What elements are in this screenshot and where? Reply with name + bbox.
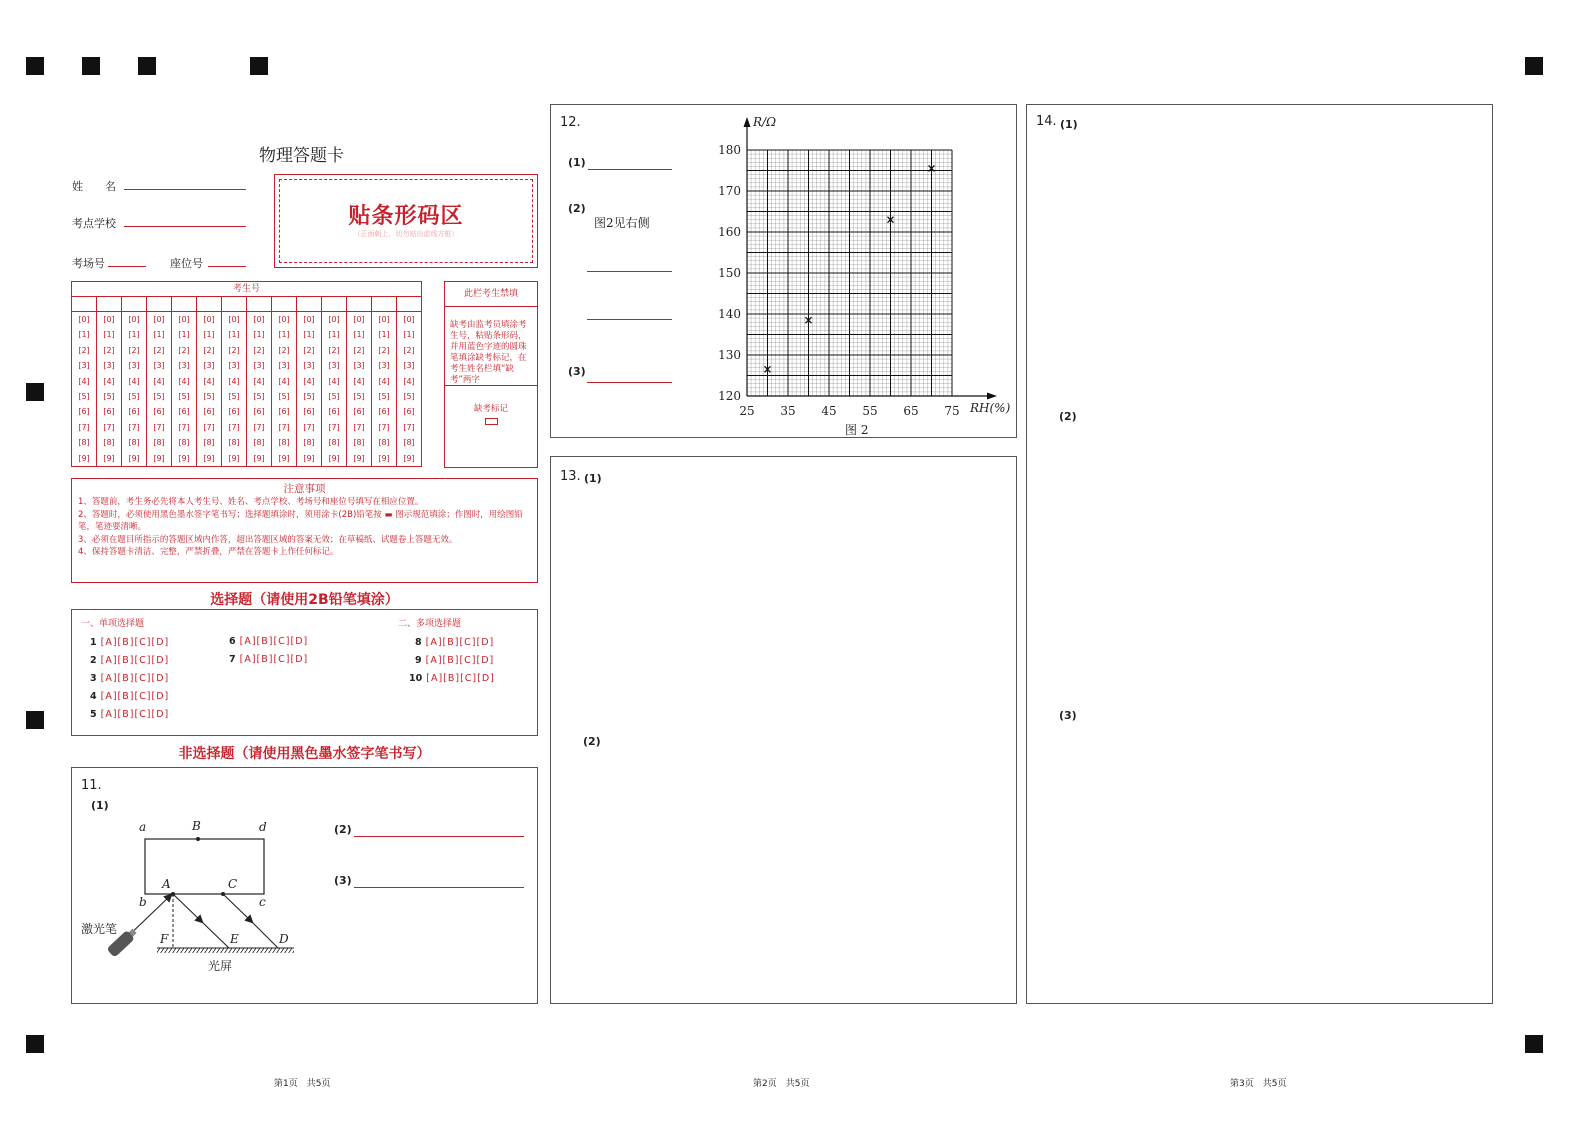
digit-bubble[interactable]: [5]: [303, 391, 315, 401]
student-number-digit-box[interactable]: [322, 297, 347, 311]
y-tick-label: 120: [718, 389, 741, 403]
registration-mark: [82, 57, 100, 75]
student-number-digit-box[interactable]: [197, 297, 222, 311]
digit-bubble[interactable]: [9]: [403, 453, 415, 463]
q12-note: 图2见右侧: [594, 216, 650, 230]
choice-question-row[interactable]: [229, 636, 308, 647]
digit-bubble[interactable]: [0]: [253, 315, 265, 324]
digit-bubble[interactable]: [7]: [128, 422, 140, 432]
digit-bubble[interactable]: [9]: [103, 453, 115, 463]
choice-question-row[interactable]: [90, 709, 169, 720]
digit-bubble[interactable]: [7]: [78, 422, 90, 432]
student-number-digit-box[interactable]: [172, 297, 197, 311]
proctor-box: [444, 281, 538, 468]
digit-bubble[interactable]: [7]: [403, 422, 415, 432]
digit-bubble[interactable]: [5]: [228, 391, 240, 401]
choice-question-row[interactable]: [90, 673, 169, 684]
digit-bubble[interactable]: [6]: [203, 407, 215, 417]
digit-bubble[interactable]: [5]: [153, 391, 165, 401]
digit-bubble[interactable]: [0]: [353, 315, 365, 324]
choice-question-row[interactable]: [90, 691, 169, 702]
y-tick-label: 180: [718, 143, 741, 157]
x-tick-label: 65: [903, 404, 919, 418]
choice-options[interactable]: [A][B][C][D]: [425, 655, 495, 666]
digit-bubble[interactable]: [6]: [78, 407, 90, 417]
digit-bubble[interactable]: [4]: [328, 376, 340, 386]
digit-bubble[interactable]: [3]: [378, 361, 390, 371]
digit-bubble[interactable]: [7]: [253, 422, 265, 432]
digit-bubble[interactable]: [1]: [153, 330, 165, 340]
digit-bubble[interactable]: [8]: [303, 438, 315, 448]
digit-bubble[interactable]: [9]: [228, 453, 240, 463]
digit-bubble[interactable]: [2]: [203, 345, 215, 355]
digit-bubble[interactable]: [3]: [303, 361, 315, 371]
choice-section: [71, 609, 538, 736]
digit-bubble[interactable]: [4]: [153, 376, 165, 386]
diagram-label-b: b: [139, 895, 147, 909]
page-footer: 第3页 共5页: [1230, 1079, 1287, 1089]
student-number-column: [172, 312, 197, 466]
choice-question-row[interactable]: [90, 655, 169, 666]
digit-bubble[interactable]: [8]: [203, 438, 215, 448]
digit-bubble[interactable]: [3]: [203, 361, 215, 371]
laser-pen-label: 激光笔: [81, 922, 118, 936]
digit-bubble[interactable]: [7]: [378, 422, 390, 432]
diagram-label-E: E: [230, 932, 239, 946]
q13-part1: (1): [584, 472, 602, 485]
barcode-subtitle: （正面朝上，切勿贴出虚线方框）: [353, 230, 459, 238]
digit-bubble[interactable]: [1]: [278, 330, 290, 340]
digit-bubble[interactable]: [6]: [353, 407, 365, 417]
digit-bubble[interactable]: [9]: [253, 453, 265, 463]
q11-number: 11.: [81, 778, 102, 793]
digit-bubble[interactable]: [7]: [103, 422, 115, 432]
choice-question-row[interactable]: [415, 637, 494, 648]
digit-bubble[interactable]: [2]: [153, 345, 165, 355]
digit-bubble[interactable]: [1]: [103, 330, 115, 340]
notice-title: 注意事项: [283, 483, 326, 495]
student-number-digit-box[interactable]: [97, 297, 122, 311]
figure-caption: 图 2: [845, 423, 869, 437]
digit-bubble[interactable]: [9]: [303, 453, 315, 463]
choice-question-row[interactable]: [229, 654, 308, 665]
q14-part3: (3): [1059, 709, 1077, 722]
registration-mark: [1525, 57, 1543, 75]
diagram-label-B: B: [192, 819, 201, 833]
digit-bubble[interactable]: [0]: [103, 315, 115, 324]
digit-bubble[interactable]: [3]: [403, 361, 415, 371]
digit-bubble[interactable]: [9]: [128, 453, 140, 463]
choice-options[interactable]: [A][B][C][D]: [100, 691, 170, 702]
digit-bubble[interactable]: [6]: [228, 407, 240, 417]
diagram-label-D: D: [279, 932, 289, 946]
student-number-column: [272, 312, 297, 466]
registration-mark: [138, 57, 156, 75]
diagram-label-F: F: [160, 932, 169, 946]
y-tick-label: 150: [718, 266, 741, 280]
digit-bubble[interactable]: [0]: [153, 315, 165, 324]
digit-bubble[interactable]: [9]: [178, 453, 190, 463]
choice-question-number: 8: [415, 637, 422, 648]
student-number-digit-box[interactable]: [122, 297, 147, 311]
digit-bubble[interactable]: [3]: [78, 361, 90, 371]
digit-bubble[interactable]: [1]: [378, 330, 390, 340]
digit-bubble[interactable]: [1]: [203, 330, 215, 340]
y-tick-label: 160: [718, 225, 741, 239]
digit-bubble[interactable]: [8]: [228, 438, 240, 448]
barcode-title: 贴条形码区: [348, 204, 464, 229]
absent-mark-box[interactable]: [485, 418, 498, 425]
page-footer: 第2页 共5页: [753, 1079, 810, 1089]
digit-bubble[interactable]: [5]: [103, 391, 115, 401]
chart-y-axis-label: R/Ω: [753, 115, 777, 129]
x-tick-label: 25: [739, 404, 755, 418]
choice-question-row[interactable]: [90, 637, 169, 648]
digit-bubble[interactable]: [8]: [103, 438, 115, 448]
choice-question-row[interactable]: [409, 673, 495, 684]
digit-bubble[interactable]: [3]: [328, 361, 340, 371]
registration-mark: [26, 711, 44, 729]
registration-mark: [1525, 1035, 1543, 1053]
student-number-digit-box[interactable]: [397, 297, 421, 311]
digit-bubble[interactable]: [5]: [278, 391, 290, 401]
digit-bubble[interactable]: [9]: [328, 453, 340, 463]
student-number-title: 考生号: [72, 282, 421, 297]
student-number-column: [347, 312, 372, 466]
registration-mark: [26, 383, 44, 401]
digit-bubble[interactable]: [1]: [328, 330, 340, 340]
digit-bubble[interactable]: [2]: [128, 345, 140, 355]
choice-header: 选择题（请使用2B铅笔填涂）: [210, 592, 399, 608]
nonchoice-header: 非选择题（请使用黑色墨水签字笔书写）: [178, 746, 431, 762]
choice-question-number: 1: [90, 637, 97, 648]
q11-part1: (1): [91, 799, 109, 812]
student-number-column: [372, 312, 397, 466]
student-number-digit-box[interactable]: [247, 297, 272, 311]
screen-label: 光屏: [208, 959, 233, 973]
q11-part3-answer[interactable]: [354, 887, 524, 888]
digit-bubble[interactable]: [9]: [278, 453, 290, 463]
notice-box: [71, 478, 538, 583]
choice-options[interactable]: [A][B][C][D]: [100, 709, 170, 720]
chart-x-axis-label: RH(%): [970, 401, 1011, 415]
digit-bubble[interactable]: [2]: [253, 345, 265, 355]
digit-bubble[interactable]: [8]: [253, 438, 265, 448]
digit-bubble[interactable]: [8]: [178, 438, 190, 448]
digit-bubble[interactable]: [8]: [403, 438, 415, 448]
q13-number: 13.: [560, 469, 581, 484]
q12-number: 12.: [560, 115, 581, 130]
digit-bubble[interactable]: [3]: [278, 361, 290, 371]
y-tick-label: 140: [718, 307, 741, 321]
digit-bubble[interactable]: [4]: [78, 376, 90, 386]
digit-bubble[interactable]: [1]: [178, 330, 190, 340]
digit-bubble[interactable]: [9]: [353, 453, 365, 463]
choice-question-row[interactable]: [415, 655, 494, 666]
digit-bubble[interactable]: [4]: [378, 376, 390, 386]
digit-bubble[interactable]: [9]: [203, 453, 215, 463]
x-tick-label: 75: [944, 404, 960, 418]
digit-bubble[interactable]: [4]: [203, 376, 215, 386]
digit-bubble[interactable]: [1]: [353, 330, 365, 340]
digit-bubble[interactable]: [8]: [328, 438, 340, 448]
digit-bubble[interactable]: [6]: [253, 407, 265, 417]
diagram-label-a: a: [139, 820, 147, 834]
registration-mark: [250, 57, 268, 75]
student-number-digit-box[interactable]: [272, 297, 297, 311]
diagram-label-d: d: [259, 820, 267, 834]
student-number-digit-box[interactable]: [147, 297, 172, 311]
single-choice-title: 一、单项选择题: [81, 619, 145, 629]
digit-bubble[interactable]: [6]: [128, 407, 140, 417]
seat-label: 座位号: [170, 257, 203, 270]
digit-bubble[interactable]: [4]: [303, 376, 315, 386]
digit-bubble[interactable]: [2]: [103, 345, 115, 355]
digit-bubble[interactable]: [6]: [103, 407, 115, 417]
digit-bubble[interactable]: [4]: [353, 376, 365, 386]
digit-bubble[interactable]: [0]: [303, 315, 315, 324]
room-label: 考场号: [72, 257, 105, 270]
digit-bubble[interactable]: [6]: [178, 407, 190, 417]
digit-bubble[interactable]: [5]: [403, 391, 415, 401]
student-number-write-boxes[interactable]: [72, 297, 421, 312]
digit-bubble[interactable]: [1]: [128, 330, 140, 340]
digit-bubble[interactable]: [8]: [278, 438, 290, 448]
digit-bubble[interactable]: [6]: [303, 407, 315, 417]
digit-bubble[interactable]: [1]: [253, 330, 265, 340]
student-number-column: [147, 312, 172, 466]
diagram-label-c: c: [259, 895, 266, 909]
digit-bubble[interactable]: [5]: [128, 391, 140, 401]
student-number-digit-box[interactable]: [297, 297, 322, 311]
digit-bubble[interactable]: [0]: [278, 315, 290, 324]
choice-question-number: 4: [90, 691, 97, 702]
choice-options[interactable]: [A][B][C][D]: [239, 654, 309, 665]
x-tick-label: 55: [862, 404, 878, 418]
question-13-box[interactable]: [550, 456, 1017, 1004]
choice-question-number: 2: [90, 655, 97, 666]
digit-bubble[interactable]: [2]: [278, 345, 290, 355]
q12-part1: (1): [568, 156, 586, 169]
digit-bubble[interactable]: [5]: [253, 391, 265, 401]
multi-choice-title: 二、多项选择题: [398, 619, 462, 629]
page-footer: 第1页 共5页: [274, 1079, 331, 1089]
seat-field[interactable]: [208, 266, 246, 267]
digit-bubble[interactable]: [6]: [153, 407, 165, 417]
student-number-column: [397, 312, 421, 466]
q13-part2: (2): [583, 735, 601, 748]
x-tick-label: 45: [821, 404, 837, 418]
digit-bubble[interactable]: [7]: [328, 422, 340, 432]
digit-bubble[interactable]: [1]: [228, 330, 240, 340]
choice-options[interactable]: [A][B][C][D]: [425, 637, 495, 648]
digit-bubble[interactable]: [7]: [178, 422, 190, 432]
digit-bubble[interactable]: [4]: [403, 376, 415, 386]
q14-part1: (1): [1060, 118, 1078, 131]
y-tick-label: 170: [718, 184, 741, 198]
q12-part3: (3): [568, 365, 586, 378]
digit-bubble[interactable]: [2]: [178, 345, 190, 355]
digit-bubble[interactable]: [3]: [128, 361, 140, 371]
digit-bubble[interactable]: [9]: [153, 453, 165, 463]
digit-bubble[interactable]: [1]: [78, 330, 90, 340]
digit-bubble[interactable]: [9]: [78, 453, 90, 463]
digit-bubble[interactable]: [7]: [353, 422, 365, 432]
q11-part2-answer[interactable]: [354, 836, 524, 837]
school-field[interactable]: [124, 226, 246, 227]
digit-bubble[interactable]: [4]: [253, 376, 265, 386]
digit-bubble[interactable]: [3]: [253, 361, 265, 371]
student-number-column: [197, 312, 222, 466]
digit-bubble[interactable]: [0]: [328, 315, 340, 324]
notice-line: 2、答题时，必须使用黑色墨水签字笔书写；选择题填涂时，须用涂卡(2B)铅笔按 ▬ 图示规范填涂；作图时，用绘图铅笔，笔迹要清晰。: [78, 509, 523, 532]
question-14-box[interactable]: [1026, 104, 1493, 1004]
digit-bubble[interactable]: [0]: [178, 315, 190, 324]
digit-bubble[interactable]: [3]: [178, 361, 190, 371]
digit-bubble[interactable]: [4]: [278, 376, 290, 386]
digit-bubble[interactable]: [6]: [278, 407, 290, 417]
choice-options[interactable]: [A][B][C][D]: [239, 636, 309, 647]
digit-bubble[interactable]: [5]: [378, 391, 390, 401]
notice-line: 4、保持答题卡清洁、完整，严禁折叠，严禁在答题卡上作任何标记。: [78, 547, 339, 557]
digit-bubble[interactable]: [3]: [228, 361, 240, 371]
x-tick-label: 35: [780, 404, 796, 418]
digit-bubble[interactable]: [5]: [78, 391, 90, 401]
question-11-box[interactable]: [71, 767, 538, 1004]
student-number-column: [72, 312, 97, 466]
school-label: 考点学校: [72, 217, 116, 230]
digit-bubble[interactable]: [5]: [328, 391, 340, 401]
choice-options[interactable]: [A][B][C][D]: [100, 673, 170, 684]
digit-bubble[interactable]: [0]: [128, 315, 140, 324]
proctor-text: 缺考由监考员填涂考生号，粘贴条形码，并用蓝色字迹的圆珠笔填涂缺考标记，在考生姓名栏填“缺考”两字: [445, 307, 537, 386]
room-field[interactable]: [108, 266, 146, 267]
digit-bubble[interactable]: [8]: [378, 438, 390, 448]
choice-question-number: 3: [90, 673, 97, 684]
y-axis-arrow: [744, 117, 751, 127]
choice-question-number: 10: [409, 673, 423, 684]
digit-bubble[interactable]: [7]: [203, 422, 215, 432]
y-tick-label: 130: [718, 348, 741, 362]
digit-bubble[interactable]: [2]: [328, 345, 340, 355]
student-number-grid[interactable]: [71, 281, 422, 467]
q11-part2: (2): [334, 823, 352, 836]
digit-bubble[interactable]: [7]: [228, 422, 240, 432]
digit-bubble[interactable]: [4]: [128, 376, 140, 386]
diagram-label-A: A: [162, 877, 171, 891]
choice-options[interactable]: [A][B][C][D]: [100, 655, 170, 666]
student-number-column: [122, 312, 147, 466]
digit-bubble[interactable]: [8]: [78, 438, 90, 448]
digit-bubble[interactable]: [4]: [103, 376, 115, 386]
digit-bubble[interactable]: [3]: [153, 361, 165, 371]
digit-bubble[interactable]: [2]: [303, 345, 315, 355]
digit-bubble[interactable]: [8]: [153, 438, 165, 448]
digit-bubble[interactable]: [6]: [328, 407, 340, 417]
student-number-digit-box[interactable]: [372, 297, 397, 311]
q14-number: 14.: [1036, 114, 1057, 129]
digit-bubble[interactable]: [0]: [378, 315, 390, 324]
digit-bubble[interactable]: [0]: [228, 315, 240, 324]
student-number-digit-box[interactable]: [347, 297, 372, 311]
student-number-column: [97, 312, 122, 466]
digit-bubble[interactable]: [8]: [353, 438, 365, 448]
registration-mark: [26, 57, 44, 75]
notice-line: 1、答题前，考生务必先将本人考生号、姓名、考点学校、考场号和座位号填写在相应位置。: [78, 497, 424, 507]
proctor-title: 此栏考生禁填: [445, 282, 537, 307]
digit-bubble[interactable]: [3]: [103, 361, 115, 371]
digit-bubble[interactable]: [2]: [228, 345, 240, 355]
digit-bubble[interactable]: [6]: [378, 407, 390, 417]
digit-bubble[interactable]: [9]: [378, 453, 390, 463]
question-12-box[interactable]: [550, 104, 1017, 438]
digit-bubble[interactable]: [5]: [178, 391, 190, 401]
digit-bubble[interactable]: [2]: [78, 345, 90, 355]
x-axis-arrow: [987, 393, 997, 400]
choice-options[interactable]: [A][B][C][D]: [100, 637, 170, 648]
name-label: 姓 名: [72, 180, 116, 193]
choice-question-number: 9: [415, 655, 422, 666]
digit-bubble[interactable]: [0]: [203, 315, 215, 324]
name-field[interactable]: [124, 189, 246, 190]
digit-bubble[interactable]: [7]: [303, 422, 315, 432]
digit-bubble[interactable]: [8]: [128, 438, 140, 448]
q11-part3: (3): [334, 874, 352, 887]
digit-bubble[interactable]: [2]: [353, 345, 365, 355]
digit-bubble[interactable]: [3]: [353, 361, 365, 371]
digit-bubble[interactable]: [2]: [378, 345, 390, 355]
q14-part2: (2): [1059, 410, 1077, 423]
student-number-column: [247, 312, 272, 466]
digit-bubble[interactable]: [0]: [403, 315, 415, 324]
resistance-humidity-chart[interactable]: [551, 105, 1018, 439]
choice-question-number: 5: [90, 709, 97, 720]
student-number-column: [297, 312, 322, 466]
barcode-area[interactable]: [274, 174, 538, 268]
student-number-digit-box[interactable]: [72, 297, 97, 311]
digit-bubble[interactable]: [0]: [78, 315, 90, 324]
digit-bubble[interactable]: [5]: [203, 391, 215, 401]
choice-question-number: 6: [229, 636, 236, 647]
choice-options[interactable]: [A][B][C][D]: [426, 673, 495, 684]
digit-bubble[interactable]: [1]: [303, 330, 315, 340]
digit-bubble[interactable]: [4]: [228, 376, 240, 386]
card-title: 物理答题卡: [259, 146, 344, 166]
digit-bubble[interactable]: [4]: [178, 376, 190, 386]
digit-bubble[interactable]: [1]: [403, 330, 415, 340]
notice-line: 3、必须在题目所指示的答题区域内作答，超出答题区域的答案无效；在草稿纸、试题卷上答题无效。: [78, 534, 458, 545]
student-number-digit-box[interactable]: [222, 297, 247, 311]
diagram-label-C: C: [228, 877, 238, 891]
absent-label: 缺考标记: [473, 404, 508, 414]
digit-bubble[interactable]: [6]: [403, 407, 415, 417]
digit-bubble[interactable]: [7]: [153, 422, 165, 432]
choice-question-number: 7: [229, 654, 236, 665]
student-number-column: [222, 312, 247, 466]
digit-bubble[interactable]: [2]: [403, 345, 415, 355]
q12-part2: (2): [568, 202, 586, 215]
registration-mark: [26, 1035, 44, 1053]
digit-bubble[interactable]: [5]: [353, 391, 365, 401]
student-number-column: [322, 312, 347, 466]
digit-bubble[interactable]: [7]: [278, 422, 290, 432]
